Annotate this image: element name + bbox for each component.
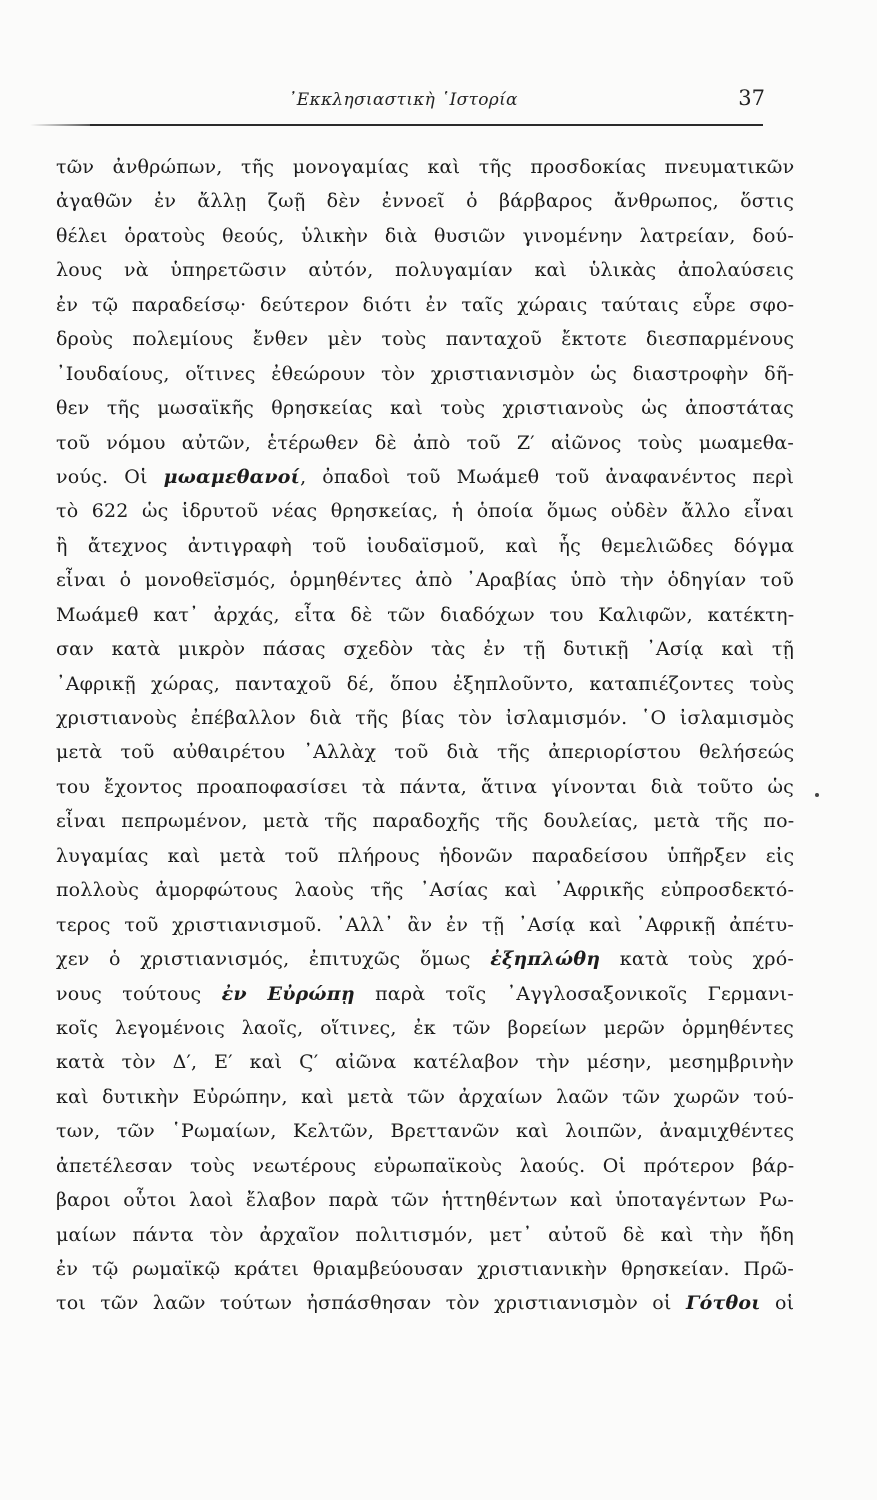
text-line: δροὺς πολεμίους ἔνθεν μὲν τοὺς πανταχοῦ ἔκτοτε διεσπαρμένους: [56, 328, 794, 351]
text-line: καὶ δυτικὴν Εὐρώπην, καὶ μετὰ τῶν ἀρχαίων λαῶν τῶν χωρῶν τού-: [56, 1085, 794, 1108]
emphasis-term: Γότθοι: [685, 1292, 761, 1315]
text-line: κοῖς λεγομένοις λαοῖς, οἵτινες, ἐκ τῶν βορείων μερῶν ὁρμηθέντες: [56, 1016, 794, 1039]
print-speck: [815, 793, 819, 797]
text-line: ἀπετέλεσαν τοὺς νεωτέρους εὐρωπαϊκοὺς λαούς. Οἱ πρότερον βάρ-: [56, 1154, 794, 1177]
text-line: κατὰ τὸν Δ′, Ε′ καὶ Ϛ′ αἰῶνα κατέλαβον τὴν μέσην, μεσημβρινὴν: [56, 1051, 794, 1074]
text-line: λυγαμίας καὶ μετὰ τοῦ πλήρους ἡδονῶν παραδείσου ὑπῆρξεν εἰς: [56, 844, 794, 867]
running-title: ᾿Εκκλησιαστικὴ ῾Ιστορία: [288, 90, 518, 110]
text-line: Μωάμεθ κατ᾿ ἀρχάς, εἶτα δὲ τῶν διαδόχων του Καλιφῶν, κατέκτη-: [56, 603, 794, 626]
text-line: μαίων πάντα τὸν ἀρχαῖον πολιτισμόν, μετ᾿ αὐτοῦ δὲ καὶ τὴν ἤδη: [56, 1223, 794, 1246]
text-line: μετὰ τοῦ αὐθαιρέτου ᾿Αλλὰχ τοῦ διὰ τῆς ἀπεριορίστου θελήσεώς: [56, 741, 794, 764]
emphasis-term: ἐν Εὐρώπῃ: [221, 982, 355, 1005]
text-line: λους νὰ ὑπηρετῶσιν αὐτόν, πολυγαμίαν καὶ ὑλικὰς ἀπολαύσεις: [56, 259, 794, 282]
text-line: ἀγαθῶν ἐν ἄλλῃ ζωῇ δὲν ἐννοεῖ ὁ βάρβαρος ἄνθρωπος, ὅστις: [56, 190, 794, 213]
text-line: εἶναι πεπρωμένον, μετὰ τῆς παραδοχῆς τῆς δουλείας, μετὰ τῆς πο-: [56, 810, 794, 833]
text-line: βαροι οὗτοι λαοὶ ἔλαβον παρὰ τῶν ἡττηθέντων καὶ ὑποταγέντων Ρω-: [56, 1189, 794, 1212]
text-line: νούς. Οἱ μωαμεθανοί, ὀπαδοὶ τοῦ Μωάμεθ τοῦ ἀναφανέντος περὶ: [56, 465, 794, 488]
text-line: των, τῶν ῾Ρωμαίων, Κελτῶν, Βρεττανῶν καὶ λοιπῶν, ἀναμιχθέντες: [56, 1120, 794, 1143]
text-line: ᾿Αφρικῇ χώρας, πανταχοῦ δέ, ὅπου ἐξηπλοῦντο, καταπιέζοντες τοὺς: [56, 672, 794, 695]
emphasis-term: ἐξηπλώθη: [490, 948, 601, 971]
text-line: ἢ ἄτεχνος ἀντιγραφὴ τοῦ ἰουδαϊσμοῦ, καὶ ἧς θεμελιῶδες δόγμα: [56, 534, 794, 557]
text-line: τῶν ἀνθρώπων, τῆς μονογαμίας καὶ τῆς προσδοκίας πνευματικῶν: [56, 156, 794, 178]
text-line: ᾿Ιουδαίους, οἵτινες ἐθεώρουν τὸν χριστιανισμὸν ὡς διαστροφὴν δῆ-: [56, 362, 794, 385]
running-head: [40, 86, 765, 126]
page-number: 37: [738, 86, 765, 110]
text-line: τερος τοῦ χριστιανισμοῦ. ᾿Αλλ᾿ ἂν ἐν τῇ ᾿Ασίᾳ καὶ ᾿Αφρικῇ ἀπέτυ-: [56, 913, 794, 936]
text-line: πολλοὺς ἀμορφώτους λαοὺς τῆς ᾿Ασίας καὶ ᾿Αφρικῆς εὐπροσδεκτό-: [56, 879, 794, 902]
text-line: τοι τῶν λαῶν τούτων ἠσπάσθησαν τὸν χριστιανισμὸν οἱ Γότθοι οἱ: [56, 1292, 794, 1315]
text-line: τοῦ νόμου αὐτῶν, ἑτέρωθεν δὲ ἀπὸ τοῦ Ζ′ αἰῶνος τοὺς μωαμεθα-: [56, 431, 794, 454]
text-line: εἶναι ὁ μονοθεϊσμός, ὁρμηθέντες ἀπὸ ᾿Αραβίας ὑπὸ τὴν ὁδηγίαν τοῦ: [56, 569, 794, 592]
text-line: ἐν τῷ παραδείσῳ· δεύτερον διότι ἐν ταῖς χώραις ταύταις εὗρε σφο-: [56, 293, 794, 316]
text-line: θέλει ὁρατοὺς θεούς, ὑλικὴν διὰ θυσιῶν γινομένην λατρείαν, δού-: [56, 224, 794, 247]
emphasis-term: μωαμεθανοί: [163, 465, 301, 488]
text-line: χεν ὁ χριστιανισμός, ἐπιτυχῶς ὅμως ἐξηπλώθη κατὰ τοὺς χρό-: [56, 948, 794, 971]
body-text: [56, 150, 794, 1321]
text-line: τὸ 622 ὡς ἱδρυτοῦ νέας θρησκείας, ἡ ὁποία ὅμως οὐδὲν ἄλλο εἶναι: [56, 500, 794, 523]
text-line: του ἔχοντος προαποφασίσει τὰ πάντα, ἅτινα γίνονται διὰ τοῦτο ὡς: [56, 775, 794, 798]
text-line: σαν κατὰ μικρὸν πάσας σχεδὸν τὰς ἐν τῇ δυτικῇ ᾿Ασίᾳ καὶ τῇ: [56, 638, 794, 661]
text-line: ἐν τῷ ρωμαϊκῷ κράτει θριαμβεύουσαν χριστιανικὴν θρησκείαν. Πρῶ-: [56, 1258, 794, 1280]
text-line: θεν τῆς μωσαϊκῆς θρησκείας καὶ τοὺς χριστιανοὺς ὡς ἀποστάτας: [56, 397, 794, 420]
text-line: χριστιανοὺς ἐπέβαλλον διὰ τῆς βίας τὸν ἰσλαμισμόν. ῾Ο ἰσλαμισμὸς: [56, 707, 794, 729]
header-rule: [90, 124, 763, 126]
text-line: νους τούτους ἐν Εὐρώπῃ παρὰ τοῖς ᾿Αγγλοσαξονικοῖς Γερμανι-: [56, 982, 794, 1005]
